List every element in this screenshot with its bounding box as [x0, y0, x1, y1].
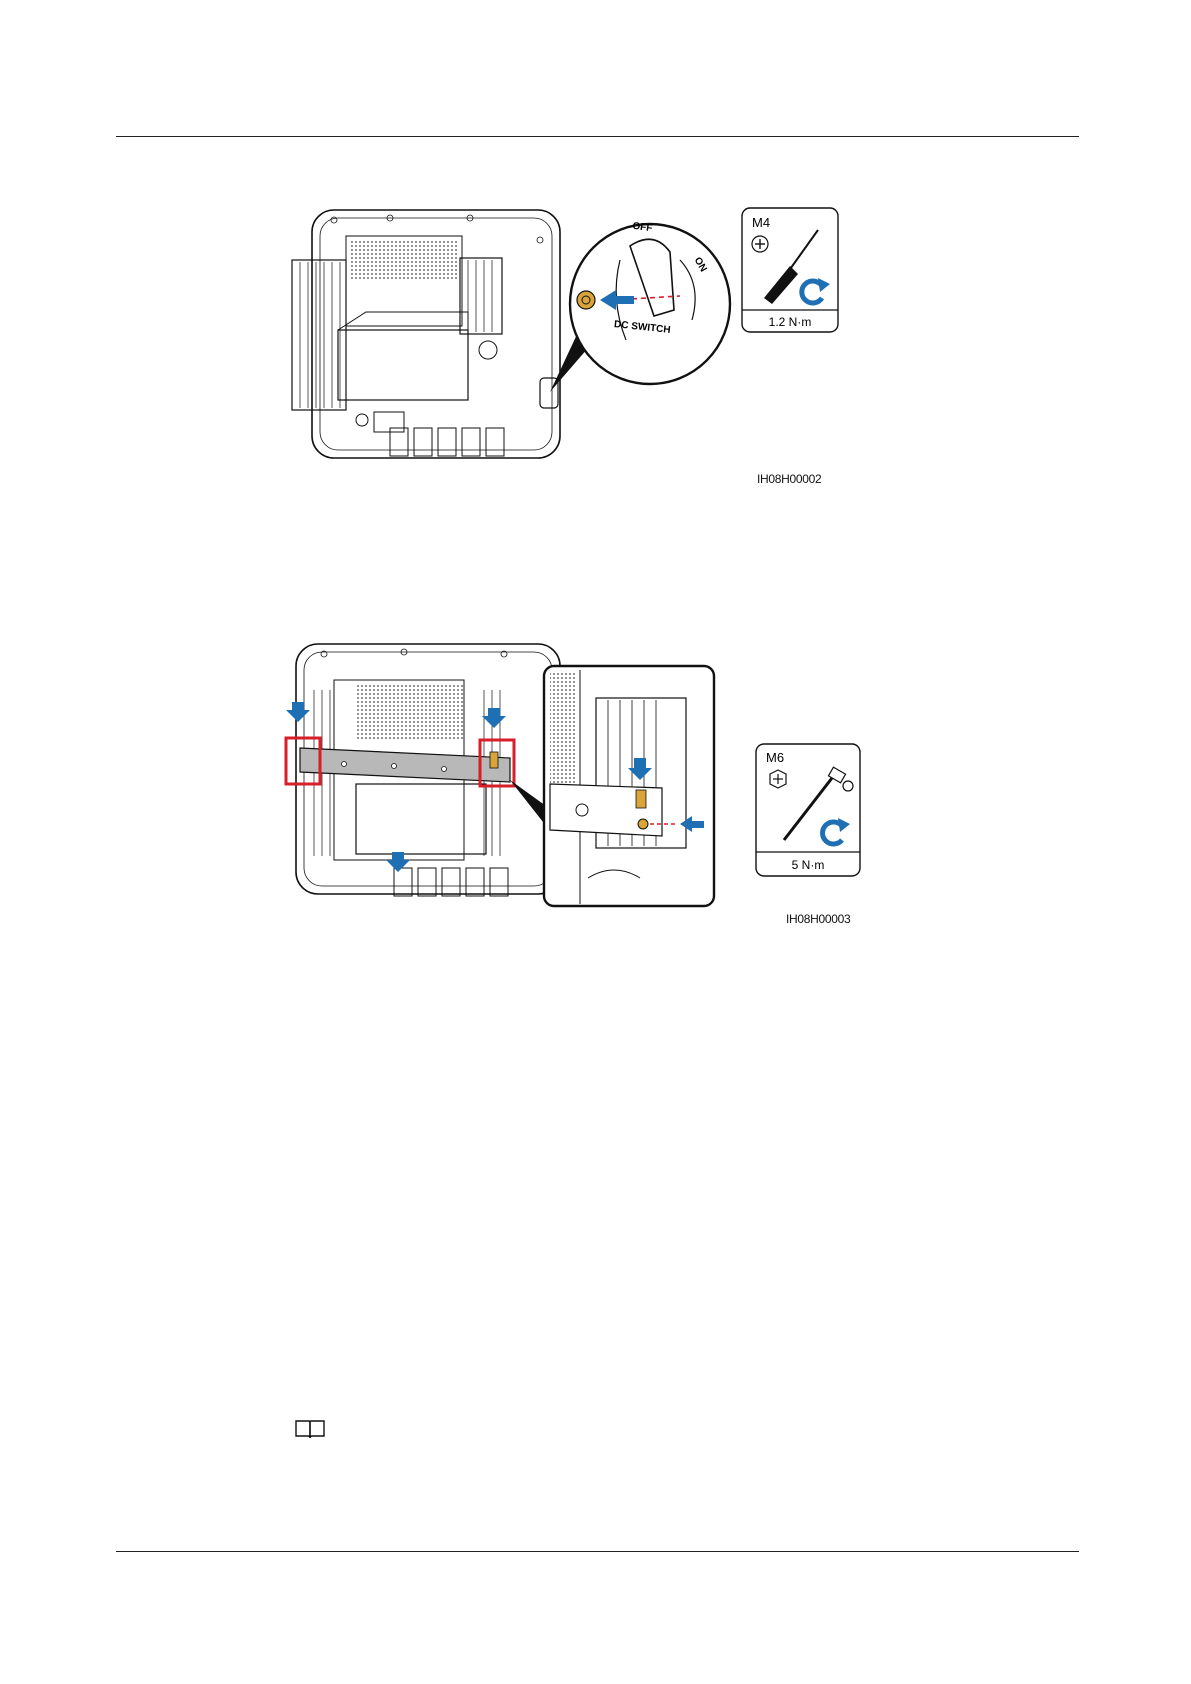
- tool-size-label: M4: [752, 215, 771, 230]
- figure-1-id: IH08H00002: [757, 472, 822, 486]
- down-arrow-right: [482, 708, 506, 728]
- tool-torque-label: 1.2 N·m: [768, 315, 812, 329]
- footer-rule: [116, 1551, 1079, 1552]
- bracket-detail: [544, 666, 714, 906]
- figure-2-id: IH08H00003: [786, 912, 851, 926]
- figure-dc-switch-lock: [270, 200, 840, 480]
- switch-off-label: OFF: [631, 220, 654, 235]
- tool-size-label-2: M6: [766, 750, 785, 765]
- note-book-icon: [294, 1418, 326, 1440]
- tool-torque-label-2: 5 N·m: [791, 858, 825, 872]
- switch-caption: DC SWITCH: [613, 319, 672, 336]
- figure-dc-switch-drawing: [270, 200, 840, 480]
- figure-bracket-drawing: [284, 640, 874, 912]
- header-rule: [116, 136, 1079, 137]
- figure-bracket-mounting: [284, 640, 874, 912]
- switch-on-label: ON: [691, 255, 709, 274]
- tool-box-m4: [742, 208, 838, 332]
- down-arrow-left: [286, 702, 310, 722]
- vent-mesh-2: [356, 684, 464, 740]
- down-arrow-bottom: [386, 852, 410, 872]
- lock-screw: [577, 291, 595, 309]
- tool-box-m6: [756, 744, 860, 876]
- dc-switch-detail: [570, 221, 730, 384]
- vent-mesh: [350, 240, 458, 280]
